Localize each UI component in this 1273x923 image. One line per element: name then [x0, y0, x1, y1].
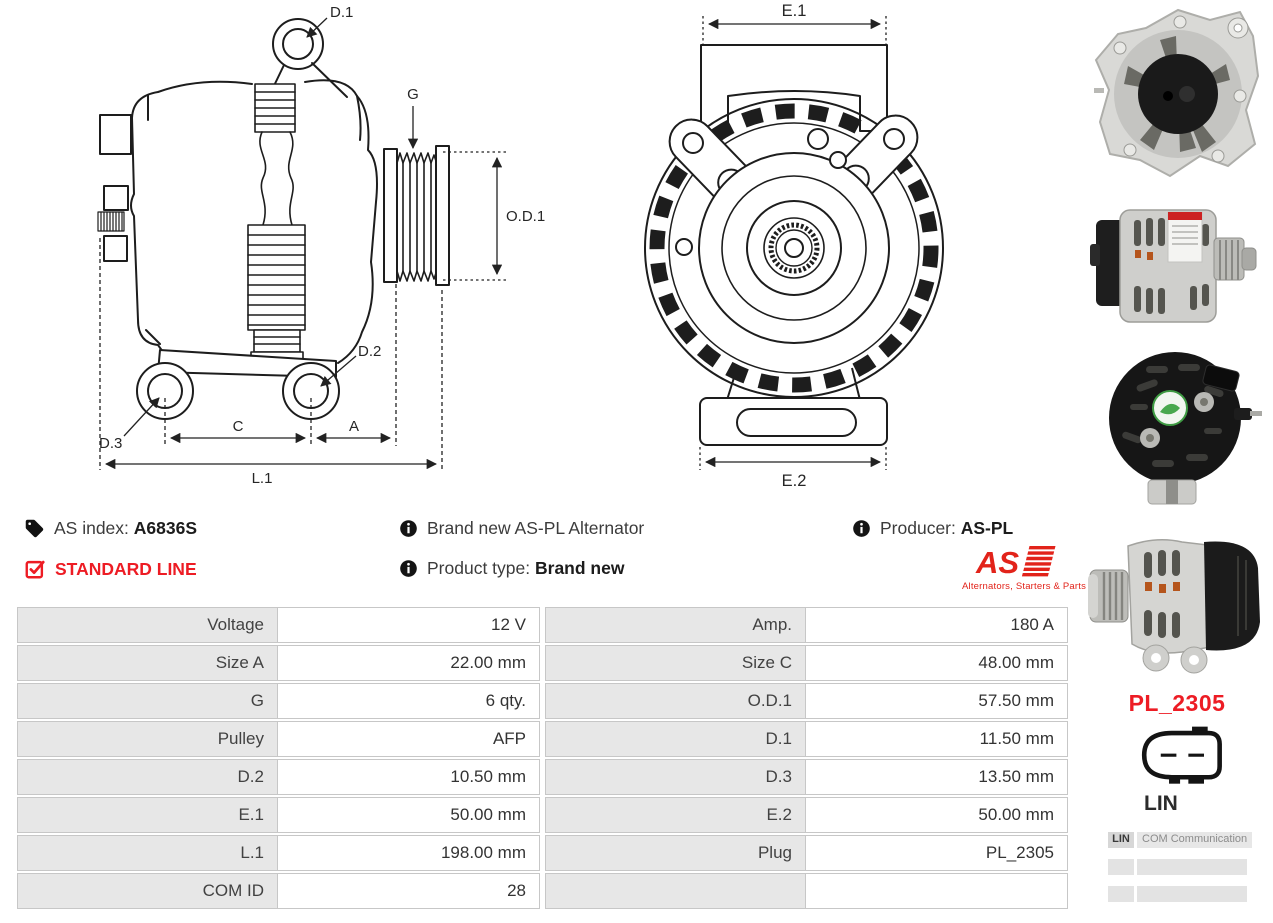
description-row — [399, 518, 644, 539]
spec-label: L.1 — [17, 835, 278, 871]
product-type-text: Product type: Brand new — [427, 558, 625, 578]
checkbox-checked-icon — [24, 558, 46, 580]
spec-label: D.3 — [545, 759, 806, 795]
spec-label: Pulley — [17, 721, 278, 757]
dim-label-c: C — [232, 418, 244, 435]
dim-label-od1: O.D.1 — [506, 208, 546, 225]
spec-label: Voltage — [17, 607, 278, 643]
spec-label: E.1 — [17, 797, 278, 833]
producer-value: AS-PL — [960, 518, 1014, 538]
as-index-value: A6836S — [133, 518, 198, 538]
com-table-row — [1108, 886, 1247, 902]
side-view-drawing — [98, 19, 449, 419]
com-table-protocol — [1108, 886, 1134, 902]
description-text: Brand new AS-PL Alternator — [427, 518, 645, 538]
spec-label: O.D.1 — [545, 683, 806, 719]
spec-value: AFP — [278, 721, 540, 757]
spec-label: COM ID — [17, 873, 278, 909]
product-type-value: Brand new — [535, 558, 625, 578]
spec-value: 13.50 mm — [806, 759, 1068, 795]
spec-value: 6 qty. — [278, 683, 540, 719]
spec-label: G — [17, 683, 278, 719]
com-table-description: COM Communication — [1137, 832, 1252, 848]
spec-value: 28 — [278, 873, 540, 909]
com-table-description — [1137, 859, 1247, 875]
spec-value: 48.00 mm — [806, 645, 1068, 681]
as-pl-logo-mark — [962, 544, 1058, 580]
plug-type-label: LIN — [1144, 792, 1178, 815]
as-pl-logo-text: AS — [976, 545, 1020, 580]
dim-label-d3: D.3 — [99, 435, 123, 452]
dim-label-e2: E.2 — [781, 472, 807, 490]
spec-label: E.2 — [545, 797, 806, 833]
spec-value: 11.50 mm — [806, 721, 1068, 757]
technical-drawing — [0, 0, 1080, 505]
spec-table-right — [545, 607, 1068, 909]
spec-label: Amp. — [545, 607, 806, 643]
standard-line-label: STANDARD LINE — [55, 558, 197, 579]
spec-value: 22.00 mm — [278, 645, 540, 681]
as-index-text: AS index: A6836S — [54, 518, 198, 538]
info-icon — [852, 519, 871, 538]
spec-label — [545, 873, 806, 909]
dim-label-d1: D.1 — [330, 4, 354, 21]
dim-label-a: A — [348, 418, 360, 435]
spec-value: 50.00 mm — [806, 797, 1068, 833]
spec-value: 10.50 mm — [278, 759, 540, 795]
spec-value: PL_2305 — [806, 835, 1068, 871]
com-table-protocol — [1108, 859, 1134, 875]
spec-label: D.1 — [545, 721, 806, 757]
dim-label-l1: L.1 — [251, 470, 273, 487]
info-icon — [399, 559, 418, 578]
dim-label-g: G — [407, 86, 419, 103]
com-table-protocol: LIN — [1108, 832, 1134, 848]
producer-row — [852, 518, 1013, 539]
com-table-row — [1108, 859, 1247, 875]
tag-icon — [24, 518, 45, 539]
dim-label-d2: D.2 — [358, 343, 382, 360]
as-pl-logo-tagline: Alternators, Starters & Parts — [962, 581, 1087, 592]
dim-label-e1: E.1 — [781, 2, 807, 20]
front-view-drawing — [645, 45, 943, 445]
spec-label: Plug — [545, 835, 806, 871]
spec-value: 50.00 mm — [278, 797, 540, 833]
as-pl-logo — [962, 544, 1087, 592]
as-index-row — [24, 518, 197, 539]
spec-label: Size A — [17, 645, 278, 681]
product-type-row — [399, 558, 624, 579]
spec-value: 57.50 mm — [806, 683, 1068, 719]
alternator-pulley-side-photo[interactable] — [1086, 512, 1268, 674]
spec-label: Size C — [545, 645, 806, 681]
standard-line-row — [24, 558, 197, 580]
alternator-front-photo[interactable] — [1088, 4, 1268, 194]
info-icon — [399, 519, 418, 538]
alternator-side-photo[interactable] — [1090, 198, 1268, 336]
com-table-description — [1137, 886, 1247, 902]
alternator-rear-photo[interactable] — [1086, 342, 1268, 510]
plug-code: PL_2305 — [1128, 690, 1226, 716]
producer-text: Producer: AS-PL — [880, 518, 1014, 538]
spec-label: D.2 — [17, 759, 278, 795]
com-table-row — [1108, 832, 1247, 848]
com-communication-table — [1108, 832, 1247, 913]
spec-value: 180 A — [806, 607, 1068, 643]
spec-table-left — [17, 607, 540, 909]
plug-connector-icon — [1135, 724, 1227, 790]
spec-value — [806, 873, 1068, 909]
spec-value: 12 V — [278, 607, 540, 643]
spec-value: 198.00 mm — [278, 835, 540, 871]
